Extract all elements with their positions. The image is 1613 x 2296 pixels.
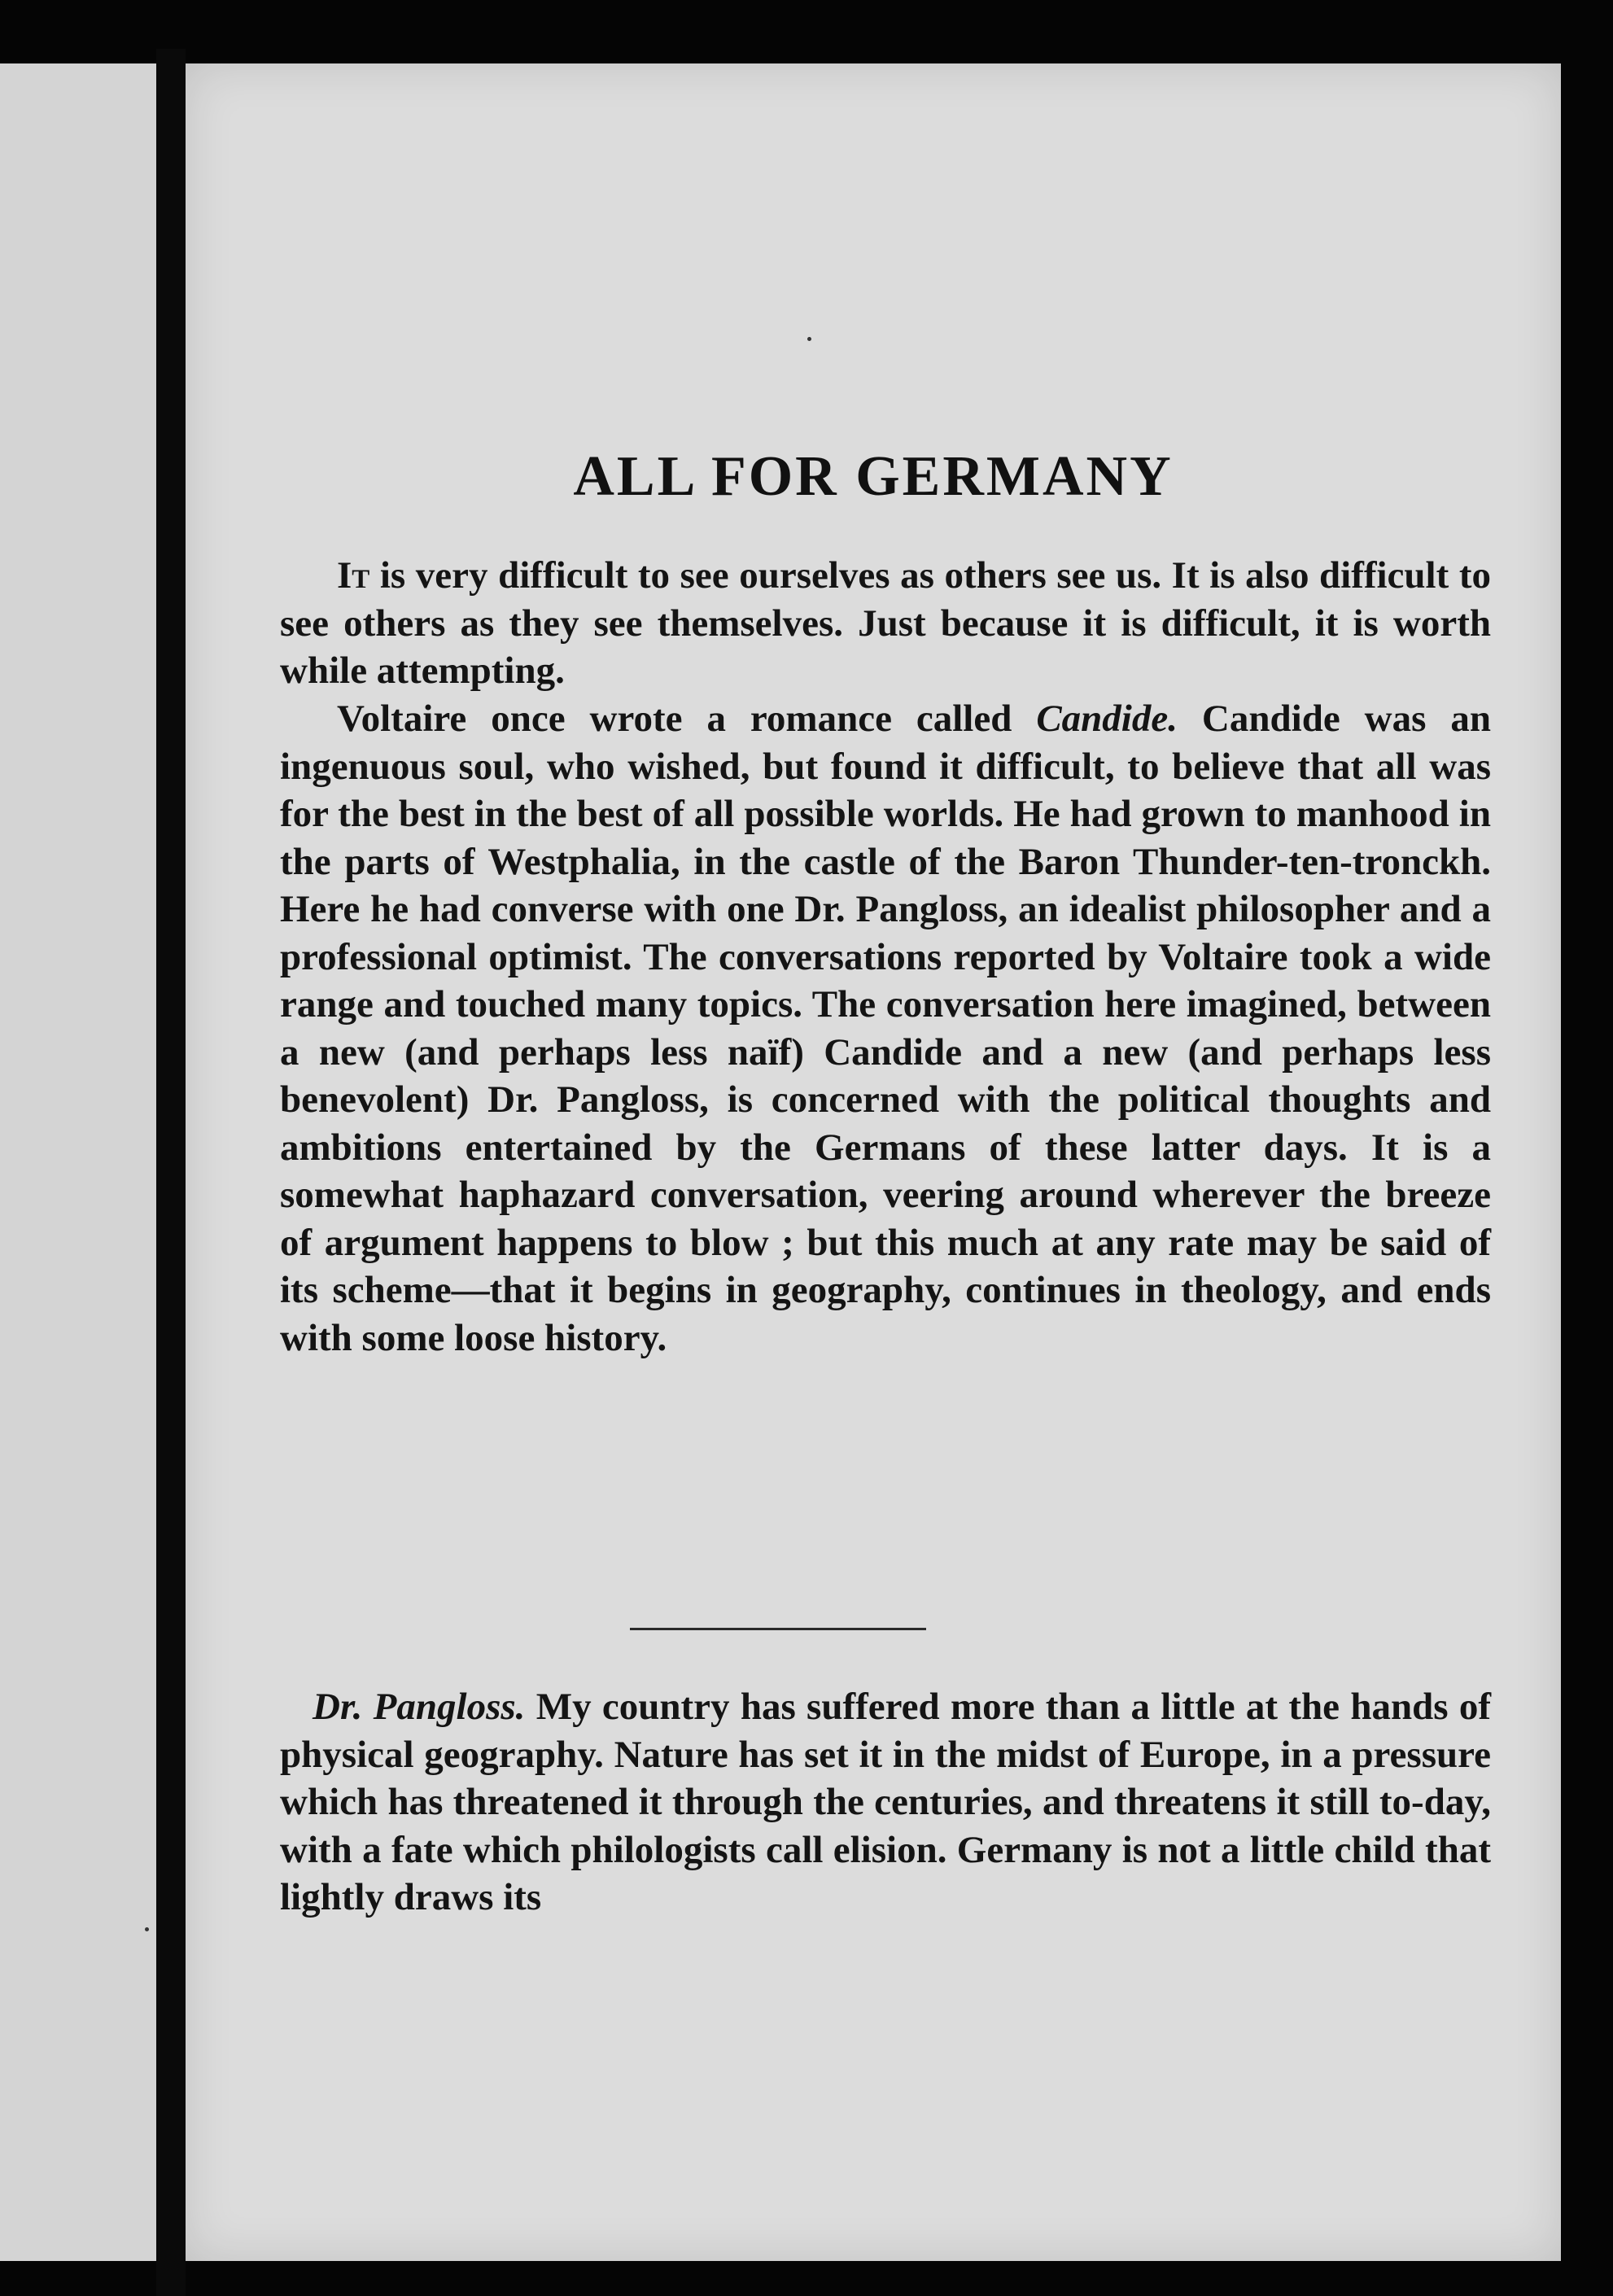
paragraph-text: Voltaire once wrote a romance called — [337, 698, 1037, 740]
book-title: Candide. — [1036, 698, 1178, 740]
page-title: ALL FOR GERMANY — [573, 445, 1174, 508]
ink-speck — [807, 337, 811, 341]
dialogue-paragraph — [280, 1683, 1491, 1922]
adjacent-page-edge — [0, 63, 156, 2261]
drop-word: It — [337, 554, 370, 597]
section-divider — [630, 1628, 926, 1630]
intro-paragraph-2 — [280, 695, 1491, 1362]
paragraph-text: Candide was an ingenuous soul, who wished, but found it difficult, to believe that all was for the best in the best of all possible worlds. He had grown to manhood in the parts of Westphalia, in the castle of the Baron Thunder-ten-tronckh. Here he had converse with one Dr. Pangloss, an idealist philosopher and a professional optimist. The conversations reported by Voltaire took a wide range and touched many topics. The conversation here imagined, between a new (and perhaps less naïf) Candide and a new (and perhaps less benevolent) Dr. Pangloss, is concerned with the political thoughts and ambitions entertained by the Germans of these latter days. It is a somewhat haphazard conversation, veering around wherever the breeze of argument happens to blow ; but this much at any rate may be said of its scheme—that it begins in geography, continues in theology, and ends with some loose history. — [280, 698, 1491, 1359]
intro-paragraph-1 — [280, 552, 1491, 695]
book-page — [186, 63, 1561, 2261]
paragraph-text: is very difficult to see ourselves as others see us. It is also difficult to see others as they see themselves. Just because it is difficult, it is worth while attempting. — [280, 554, 1491, 692]
speaker-name: Dr. Pangloss. — [313, 1686, 526, 1728]
ink-speck — [145, 1927, 149, 1931]
binding-shadow — [156, 49, 186, 2296]
dialogue-text: My country has suffered more than a little at the hands of physical geography. Nature has set it in the midst of Europe, in a pressure which has threatened it through the centuries, and threatens it still to-day, with a fate which philologists call elision. Germany is not a little child that lightly draws its — [280, 1686, 1491, 1918]
